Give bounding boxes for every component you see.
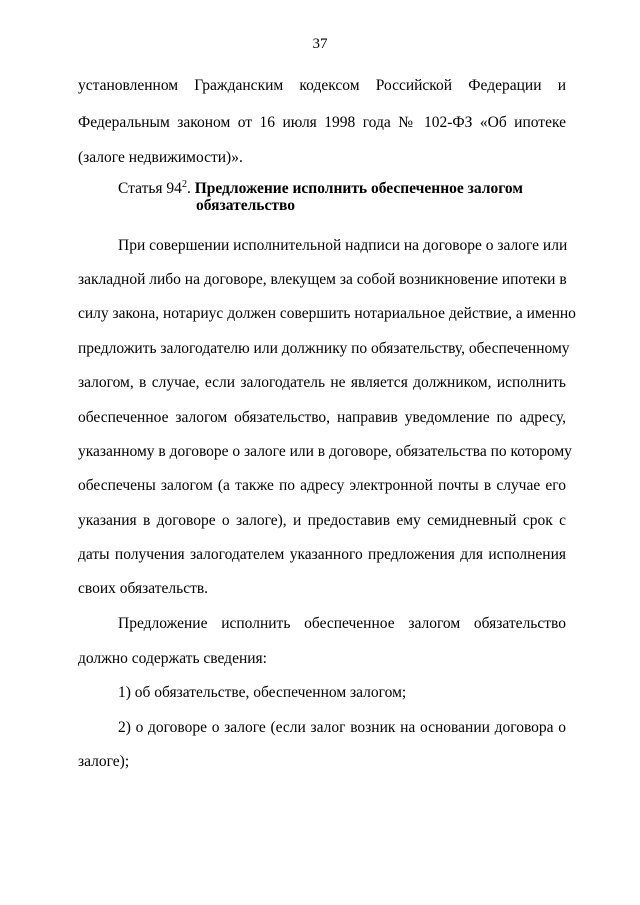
paragraph1-line-11: своих обязательств.	[78, 580, 209, 597]
paragraph2-line-1: Предложение исполнить обеспеченное залогом обязательство	[118, 615, 566, 632]
paragraph1-line-3: силу закона, нотариус должен совершить нотариальное действие, а именно	[78, 305, 576, 322]
page-number: 37	[312, 36, 328, 52]
list-item-2-line-2: залоге);	[78, 753, 130, 770]
paragraph1-line-10: даты получения залогодателем указанного предложения для исполнения	[78, 546, 566, 563]
paragraph2-line-2: должно содержать сведения:	[78, 650, 267, 667]
paragraph1-line-7: указанному в договоре о залоге или в договоре, обязательства по которому	[78, 443, 572, 460]
paragraph1-line-6: обеспеченное залогом обязательство, направив уведомление по адресу,	[78, 409, 566, 426]
article-title-line-2: обязательство	[196, 197, 295, 214]
list-item-2-line-1: 2) о договоре о залоге (если залог возник на основании договора о	[118, 719, 566, 736]
paragraph1-line-4: предложить залогодателю или должнику по обязательству, обеспеченному	[78, 340, 570, 357]
intro-line-3: (залоге недвижимости)».	[78, 149, 243, 166]
article-title-line-1: Предложение исполнить обеспеченное залогом	[194, 180, 523, 197]
list-item-1: 1) об обязательстве, обеспеченном залогом;	[118, 684, 407, 701]
paragraph1-line-1: При совершении исполнительной надписи на договоре о залоге или	[118, 237, 568, 254]
article-heading	[118, 180, 523, 197]
article-superscript: 2	[181, 178, 187, 190]
intro-line-1: установленном Гражданским кодексом Российской Федерации и	[78, 77, 566, 94]
article-number: Статья 94	[118, 180, 182, 197]
paragraph1-line-8: обеспечены залогом (а также по адресу электронной почты в случае его	[78, 477, 566, 494]
intro-line-2: Федеральным законом от 16 июля 1998 года № 102-ФЗ «Об ипотеке	[78, 114, 566, 131]
paragraph1-line-2: закладной либо на договоре, влекущем за собой возникновение ипотеки в	[78, 271, 567, 288]
paragraph1-line-9: указания в договоре о залоге), и предоставив ему семидневный срок с	[78, 512, 566, 529]
article-dot: .	[186, 180, 191, 197]
paragraph1-line-5: залогом, в случае, если залогодатель не является должником, исполнить	[78, 374, 566, 391]
